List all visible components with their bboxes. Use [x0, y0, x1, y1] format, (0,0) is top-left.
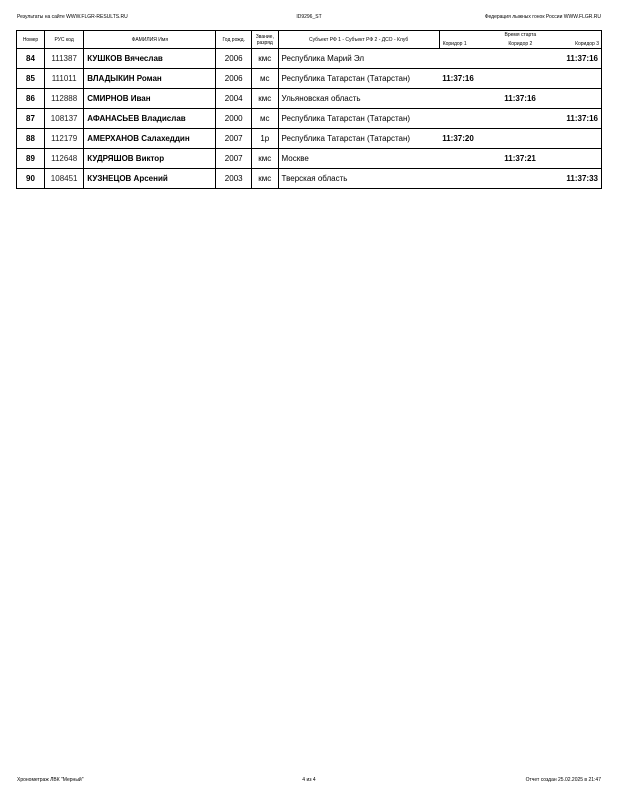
row-number: 87 — [17, 109, 45, 129]
row-time-corridor-2 — [493, 169, 547, 189]
header-event-id: ID9296_ST — [296, 14, 322, 20]
row-time-corridor-1 — [439, 169, 493, 189]
row-rus-code: 111011 — [45, 69, 84, 89]
row-athlete-name: АФАНАСЬЕВ Владислав — [84, 109, 216, 129]
row-rus-code: 108137 — [45, 109, 84, 129]
table-row — [17, 149, 602, 169]
row-time-corridor-2 — [493, 49, 547, 69]
row-time-corridor-2 — [493, 109, 547, 129]
row-time-corridor-1 — [439, 149, 493, 169]
table-row — [17, 49, 602, 69]
row-birth-year: 2000 — [216, 109, 252, 129]
row-birth-year: 2007 — [216, 149, 252, 169]
row-number: 85 — [17, 69, 45, 89]
row-time-corridor-3: 11:37:33 — [547, 169, 601, 189]
row-time-corridor-2: 11:37:21 — [493, 149, 547, 169]
row-time-corridor-1 — [439, 109, 493, 129]
row-region: Москве — [278, 149, 439, 169]
col-header-name: ФАМИЛИЯ Имя — [84, 31, 216, 49]
row-rank: мс — [252, 109, 279, 129]
table-row — [17, 109, 602, 129]
row-time-corridor-3: 11:37:16 — [547, 109, 601, 129]
row-rus-code: 112888 — [45, 89, 84, 109]
table-row — [17, 169, 602, 189]
row-region: Республика Татарстан (Татарстан) — [278, 69, 439, 89]
row-region: Республика Татарстан (Татарстан) — [278, 109, 439, 129]
col-header-number: Номер — [17, 31, 45, 49]
row-time-corridor-2 — [493, 129, 547, 149]
col-header-rank: Звание, разряд — [252, 31, 279, 49]
row-time-corridor-3 — [547, 89, 601, 109]
row-rank: кмс — [252, 89, 279, 109]
col-header-corridor-3: Коридор 3 — [575, 41, 599, 47]
table-row — [17, 129, 602, 149]
row-birth-year: 2006 — [216, 49, 252, 69]
row-athlete-name: СМИРНОВ Иван — [84, 89, 216, 109]
row-time-corridor-3: 11:37:16 — [547, 49, 601, 69]
row-time-corridor-1: 11:37:20 — [439, 129, 493, 149]
row-rank: кмс — [252, 49, 279, 69]
footer-timing: Хронометраж ЛВК "Мерный" — [17, 777, 84, 783]
row-number: 84 — [17, 49, 45, 69]
row-number: 89 — [17, 149, 45, 169]
row-birth-year: 2003 — [216, 169, 252, 189]
results-table — [16, 30, 602, 189]
footer-report-date: Отчет создан 25.02.2025 в 21:47 — [525, 777, 601, 783]
row-time-corridor-3 — [547, 149, 601, 169]
col-header-start-time — [439, 31, 601, 49]
table-row — [17, 89, 602, 109]
row-rus-code: 108451 — [45, 169, 84, 189]
col-header-corridor-1: Коридор 1 — [442, 41, 467, 47]
header-site-link: Результаты на сайте WWW.FLGR-RESULTS.RU — [17, 14, 128, 20]
row-rus-code: 112179 — [45, 129, 84, 149]
start-time-title: Время старта — [504, 32, 537, 38]
row-birth-year: 2004 — [216, 89, 252, 109]
table-header-row — [17, 31, 602, 49]
row-rank: кмс — [252, 149, 279, 169]
row-birth-year: 2007 — [216, 129, 252, 149]
row-time-corridor-1 — [439, 49, 493, 69]
row-rank: кмс — [252, 169, 279, 189]
row-rank: 1р — [252, 129, 279, 149]
row-number: 88 — [17, 129, 45, 149]
row-athlete-name: АМЕРХАНОВ Салахеддин — [84, 129, 216, 149]
row-rank: мс — [252, 69, 279, 89]
table-row — [17, 69, 602, 89]
row-athlete-name: КУЗНЕЦОВ Арсений — [84, 169, 216, 189]
row-time-corridor-1: 11:37:16 — [439, 69, 493, 89]
row-athlete-name: КУШКОВ Вячеслав — [84, 49, 216, 69]
footer-page-number: 4 из 4 — [302, 777, 316, 783]
row-rus-code: 112648 — [45, 149, 84, 169]
col-header-corridor-2: Коридор 2 — [508, 41, 533, 47]
row-athlete-name: ВЛАДЫКИН Роман — [84, 69, 216, 89]
row-time-corridor-2: 11:37:16 — [493, 89, 547, 109]
row-region: Республика Марий Эл — [278, 49, 439, 69]
row-birth-year: 2006 — [216, 69, 252, 89]
row-time-corridor-3 — [547, 129, 601, 149]
col-header-year: Год рожд. — [216, 31, 252, 49]
row-time-corridor-3 — [547, 69, 601, 89]
row-number: 90 — [17, 169, 45, 189]
row-region: Республика Татарстан (Татарстан) — [278, 129, 439, 149]
row-region: Ульяновская область — [278, 89, 439, 109]
row-time-corridor-1 — [439, 89, 493, 109]
row-number: 86 — [17, 89, 45, 109]
results-body — [17, 49, 602, 189]
row-time-corridor-2 — [493, 69, 547, 89]
header-federation: Федерация лыжных гонок России WWW.FLGR.RU — [484, 14, 601, 20]
row-region: Тверская область — [278, 169, 439, 189]
row-athlete-name: КУДРЯШОВ Виктор — [84, 149, 216, 169]
col-header-region: Субъект РФ 1 - Субъект РФ 2 - ДСО - Клуб — [278, 31, 439, 49]
row-rus-code: 111387 — [45, 49, 84, 69]
col-header-code: РУС код — [45, 31, 84, 49]
